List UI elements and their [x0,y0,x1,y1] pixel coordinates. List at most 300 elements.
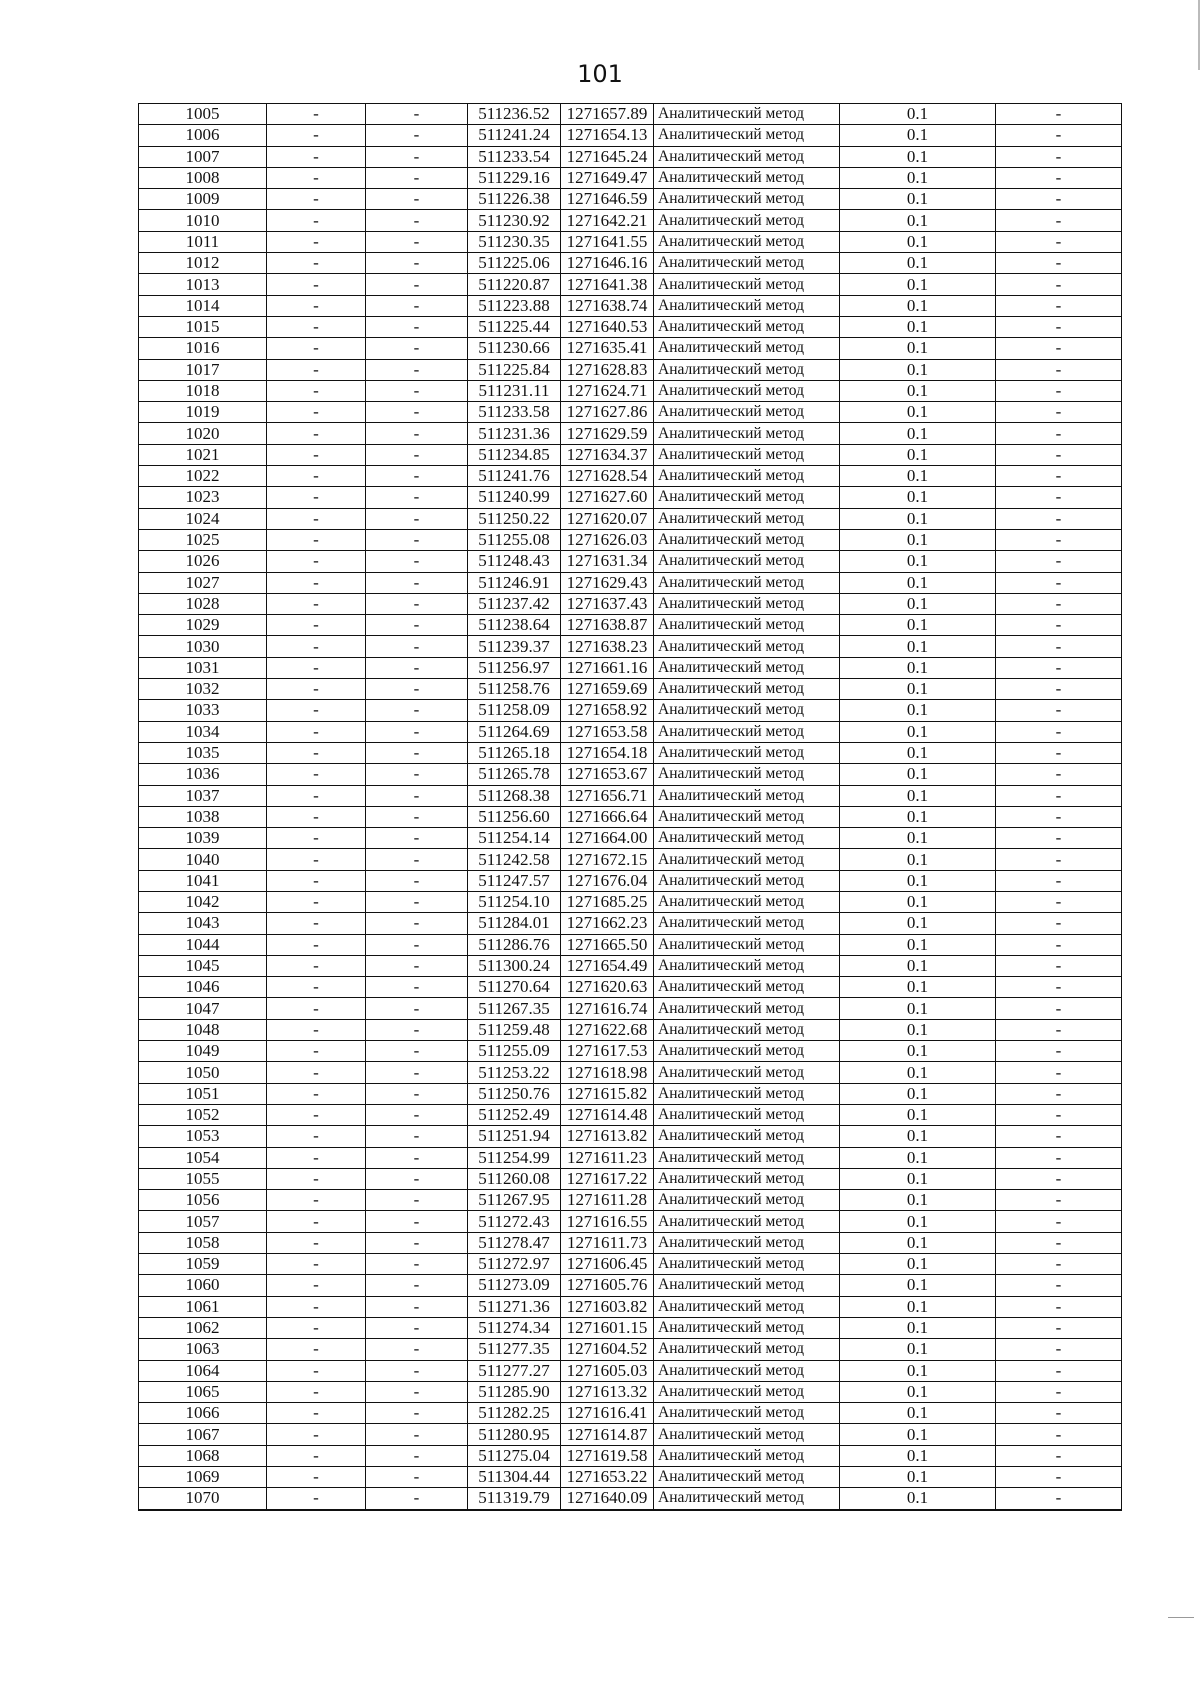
dash-cell: - [996,1254,1122,1275]
point-number-cell: 1061 [139,1296,267,1317]
precision-cell: 0.1 [840,1381,996,1402]
precision-cell: 0.1 [840,1254,996,1275]
point-number-cell: 1015 [139,316,267,337]
method-cell: Аналитический метод [654,189,840,210]
dash-cell: - [267,934,366,955]
dash-cell: - [996,1339,1122,1360]
method-cell: Аналитический метод [654,1317,840,1338]
precision-cell: 0.1 [840,1403,996,1424]
method-cell: Аналитический метод [654,1019,840,1040]
dash-cell: - [996,167,1122,188]
y-coordinate-cell: 1271616.74 [561,998,654,1019]
dash-cell: - [366,593,468,614]
precision-cell: 0.1 [840,785,996,806]
dash-cell: - [267,1488,366,1510]
dash-cell: - [267,593,366,614]
x-coordinate-cell: 511231.36 [468,423,561,444]
dash-cell: - [267,657,366,678]
x-coordinate-cell: 511230.35 [468,231,561,252]
y-coordinate-cell: 1271634.37 [561,444,654,465]
method-cell: Аналитический метод [654,529,840,550]
point-number-cell: 1016 [139,338,267,359]
dash-cell: - [267,1147,366,1168]
x-coordinate-cell: 511252.49 [468,1104,561,1125]
dash-cell: - [996,934,1122,955]
precision-cell: 0.1 [840,359,996,380]
point-number-cell: 1014 [139,295,267,316]
dash-cell: - [366,1147,468,1168]
precision-cell: 0.1 [840,977,996,998]
dash-cell: - [996,1062,1122,1083]
y-coordinate-cell: 1271654.18 [561,742,654,763]
dash-cell: - [366,359,468,380]
dash-cell: - [366,125,468,146]
point-number-cell: 1031 [139,657,267,678]
dash-cell: - [996,508,1122,529]
y-coordinate-cell: 1271638.74 [561,295,654,316]
dash-cell: - [366,891,468,912]
point-number-cell: 1041 [139,870,267,891]
dash-cell: - [996,189,1122,210]
dash-cell: - [366,998,468,1019]
dash-cell: - [996,657,1122,678]
dash-cell: - [366,295,468,316]
method-cell: Аналитический метод [654,1445,840,1466]
precision-cell: 0.1 [840,253,996,274]
y-coordinate-cell: 1271659.69 [561,679,654,700]
method-cell: Аналитический метод [654,1275,840,1296]
dash-cell: - [267,1339,366,1360]
dash-cell: - [267,785,366,806]
point-number-cell: 1051 [139,1083,267,1104]
precision-cell: 0.1 [840,1190,996,1211]
dash-cell: - [366,338,468,359]
precision-cell: 0.1 [840,955,996,976]
dash-cell: - [366,1104,468,1125]
dash-cell: - [996,1041,1122,1062]
dash-cell: - [366,1126,468,1147]
method-cell: Аналитический метод [654,721,840,742]
table-row [139,913,1122,934]
table-row [139,210,1122,231]
dash-cell: - [366,380,468,401]
point-number-cell: 1059 [139,1254,267,1275]
dash-cell: - [267,700,366,721]
y-coordinate-cell: 1271611.73 [561,1232,654,1253]
y-coordinate-cell: 1271628.83 [561,359,654,380]
y-coordinate-cell: 1271624.71 [561,380,654,401]
dash-cell: - [267,1041,366,1062]
dash-cell: - [366,679,468,700]
dash-cell: - [996,764,1122,785]
dash-cell: - [267,1445,366,1466]
y-coordinate-cell: 1271618.98 [561,1062,654,1083]
precision-cell: 0.1 [840,700,996,721]
table-row [139,1360,1122,1381]
point-number-cell: 1033 [139,700,267,721]
x-coordinate-cell: 511270.64 [468,977,561,998]
table-row [139,466,1122,487]
point-number-cell: 1058 [139,1232,267,1253]
dash-cell: - [996,423,1122,444]
x-coordinate-cell: 511255.08 [468,529,561,550]
precision-cell: 0.1 [840,1360,996,1381]
y-coordinate-cell: 1271606.45 [561,1254,654,1275]
y-coordinate-cell: 1271603.82 [561,1296,654,1317]
dash-cell: - [996,679,1122,700]
precision-cell: 0.1 [840,1062,996,1083]
dash-cell: - [366,1062,468,1083]
method-cell: Аналитический метод [654,146,840,167]
precision-cell: 0.1 [840,1126,996,1147]
dash-cell: - [267,615,366,636]
x-coordinate-cell: 511272.43 [468,1211,561,1232]
dash-cell: - [267,274,366,295]
dash-cell: - [267,1360,366,1381]
method-cell: Аналитический метод [654,742,840,763]
x-coordinate-cell: 511238.64 [468,615,561,636]
table-row [139,657,1122,678]
table-row [139,615,1122,636]
y-coordinate-cell: 1271640.09 [561,1488,654,1510]
scan-mark [1168,1617,1194,1618]
dash-cell: - [267,1190,366,1211]
x-coordinate-cell: 511278.47 [468,1232,561,1253]
dash-cell: - [366,444,468,465]
precision-cell: 0.1 [840,913,996,934]
method-cell: Аналитический метод [654,1403,840,1424]
dash-cell: - [996,1083,1122,1104]
y-coordinate-cell: 1271628.54 [561,466,654,487]
dash-cell: - [366,1083,468,1104]
table-row [139,487,1122,508]
dash-cell: - [366,104,468,125]
dash-cell: - [267,572,366,593]
y-coordinate-cell: 1271617.22 [561,1168,654,1189]
method-cell: Аналитический метод [654,955,840,976]
dash-cell: - [267,1083,366,1104]
dash-cell: - [996,1445,1122,1466]
coordinates-table-body [139,104,1122,1510]
x-coordinate-cell: 511251.94 [468,1126,561,1147]
point-number-cell: 1068 [139,1445,267,1466]
dash-cell: - [996,466,1122,487]
table-row [139,423,1122,444]
y-coordinate-cell: 1271611.28 [561,1190,654,1211]
table-row [139,636,1122,657]
precision-cell: 0.1 [840,636,996,657]
table-row [139,955,1122,976]
table-row [139,785,1122,806]
y-coordinate-cell: 1271646.16 [561,253,654,274]
dash-cell: - [366,615,468,636]
table-row [139,1467,1122,1488]
dash-cell: - [996,849,1122,870]
method-cell: Аналитический метод [654,764,840,785]
precision-cell: 0.1 [840,402,996,423]
x-coordinate-cell: 511220.87 [468,274,561,295]
precision-cell: 0.1 [840,1168,996,1189]
precision-cell: 0.1 [840,125,996,146]
precision-cell: 0.1 [840,423,996,444]
dash-cell: - [996,593,1122,614]
x-coordinate-cell: 511284.01 [468,913,561,934]
point-number-cell: 1026 [139,551,267,572]
point-number-cell: 1022 [139,466,267,487]
precision-cell: 0.1 [840,721,996,742]
x-coordinate-cell: 511236.52 [468,104,561,125]
dash-cell: - [267,998,366,1019]
dash-cell: - [366,657,468,678]
point-number-cell: 1060 [139,1275,267,1296]
x-coordinate-cell: 511239.37 [468,636,561,657]
dash-cell: - [996,253,1122,274]
method-cell: Аналитический метод [654,1190,840,1211]
dash-cell: - [267,487,366,508]
y-coordinate-cell: 1271662.23 [561,913,654,934]
dash-cell: - [366,572,468,593]
x-coordinate-cell: 511274.34 [468,1317,561,1338]
x-coordinate-cell: 511255.09 [468,1041,561,1062]
method-cell: Аналитический метод [654,572,840,593]
dash-cell: - [267,1317,366,1338]
method-cell: Аналитический метод [654,1041,840,1062]
table-row [139,977,1122,998]
dash-cell: - [366,167,468,188]
dash-cell: - [267,636,366,657]
table-row [139,1445,1122,1466]
method-cell: Аналитический метод [654,679,840,700]
x-coordinate-cell: 511256.60 [468,806,561,827]
y-coordinate-cell: 1271627.86 [561,402,654,423]
dash-cell: - [996,125,1122,146]
precision-cell: 0.1 [840,466,996,487]
table-row [139,764,1122,785]
point-number-cell: 1049 [139,1041,267,1062]
y-coordinate-cell: 1271646.59 [561,189,654,210]
x-coordinate-cell: 511225.44 [468,316,561,337]
dash-cell: - [366,1254,468,1275]
table-row [139,338,1122,359]
precision-cell: 0.1 [840,210,996,231]
dash-cell: - [996,1424,1122,1445]
table-row [139,1019,1122,1040]
y-coordinate-cell: 1271665.50 [561,934,654,955]
y-coordinate-cell: 1271641.38 [561,274,654,295]
method-cell: Аналитический метод [654,1104,840,1125]
method-cell: Аналитический метод [654,423,840,444]
dash-cell: - [366,934,468,955]
point-number-cell: 1020 [139,423,267,444]
dash-cell: - [996,870,1122,891]
method-cell: Аналитический метод [654,359,840,380]
precision-cell: 0.1 [840,508,996,529]
point-number-cell: 1069 [139,1467,267,1488]
dash-cell: - [366,742,468,763]
point-number-cell: 1009 [139,189,267,210]
table-row [139,1254,1122,1275]
method-cell: Аналитический метод [654,380,840,401]
dash-cell: - [267,1126,366,1147]
x-coordinate-cell: 511267.95 [468,1190,561,1211]
x-coordinate-cell: 511250.76 [468,1083,561,1104]
precision-cell: 0.1 [840,870,996,891]
precision-cell: 0.1 [840,1488,996,1510]
point-number-cell: 1035 [139,742,267,763]
precision-cell: 0.1 [840,1467,996,1488]
method-cell: Аналитический метод [654,977,840,998]
method-cell: Аналитический метод [654,1360,840,1381]
x-coordinate-cell: 511233.58 [468,402,561,423]
point-number-cell: 1013 [139,274,267,295]
precision-cell: 0.1 [840,1083,996,1104]
x-coordinate-cell: 511300.24 [468,955,561,976]
dash-cell: - [267,104,366,125]
dash-cell: - [996,529,1122,550]
method-cell: Аналитический метод [654,104,840,125]
y-coordinate-cell: 1271653.67 [561,764,654,785]
dash-cell: - [366,977,468,998]
point-number-cell: 1045 [139,955,267,976]
table-row [139,806,1122,827]
method-cell: Аналитический метод [654,934,840,955]
method-cell: Аналитический метод [654,466,840,487]
table-row [139,742,1122,763]
y-coordinate-cell: 1271654.13 [561,125,654,146]
x-coordinate-cell: 511250.22 [468,508,561,529]
y-coordinate-cell: 1271661.16 [561,657,654,678]
point-number-cell: 1063 [139,1339,267,1360]
dash-cell: - [366,785,468,806]
x-coordinate-cell: 511253.22 [468,1062,561,1083]
dash-cell: - [996,1168,1122,1189]
dash-cell: - [996,913,1122,934]
dash-cell: - [267,189,366,210]
point-number-cell: 1005 [139,104,267,125]
x-coordinate-cell: 511265.78 [468,764,561,785]
point-number-cell: 1032 [139,679,267,700]
dash-cell: - [996,891,1122,912]
point-number-cell: 1019 [139,402,267,423]
table-row [139,104,1122,125]
dash-cell: - [267,316,366,337]
x-coordinate-cell: 511234.85 [468,444,561,465]
y-coordinate-cell: 1271613.82 [561,1126,654,1147]
dash-cell: - [996,1126,1122,1147]
dash-cell: - [996,721,1122,742]
dash-cell: - [996,785,1122,806]
y-coordinate-cell: 1271615.82 [561,1083,654,1104]
point-number-cell: 1070 [139,1488,267,1510]
dash-cell: - [366,1360,468,1381]
precision-cell: 0.1 [840,380,996,401]
dash-cell: - [366,1041,468,1062]
point-number-cell: 1064 [139,1360,267,1381]
y-coordinate-cell: 1271654.49 [561,955,654,976]
dash-cell: - [996,998,1122,1019]
dash-cell: - [267,508,366,529]
dash-cell: - [996,742,1122,763]
method-cell: Аналитический метод [654,849,840,870]
dash-cell: - [267,1467,366,1488]
precision-cell: 0.1 [840,828,996,849]
method-cell: Аналитический метод [654,253,840,274]
point-number-cell: 1011 [139,231,267,252]
dash-cell: - [996,359,1122,380]
dash-cell: - [366,274,468,295]
point-number-cell: 1039 [139,828,267,849]
x-coordinate-cell: 511247.57 [468,870,561,891]
method-cell: Аналитический метод [654,806,840,827]
method-cell: Аналитический метод [654,615,840,636]
dash-cell: - [996,231,1122,252]
point-number-cell: 1029 [139,615,267,636]
dash-cell: - [996,806,1122,827]
precision-cell: 0.1 [840,742,996,763]
point-number-cell: 1062 [139,1317,267,1338]
table-row [139,891,1122,912]
x-coordinate-cell: 511254.14 [468,828,561,849]
dash-cell: - [267,402,366,423]
method-cell: Аналитический метод [654,1147,840,1168]
dash-cell: - [996,977,1122,998]
point-number-cell: 1067 [139,1424,267,1445]
table-row [139,551,1122,572]
point-number-cell: 1040 [139,849,267,870]
method-cell: Аналитический метод [654,636,840,657]
point-number-cell: 1066 [139,1403,267,1424]
point-number-cell: 1056 [139,1190,267,1211]
dash-cell: - [267,231,366,252]
x-coordinate-cell: 511240.99 [468,487,561,508]
dash-cell: - [267,742,366,763]
dash-cell: - [267,295,366,316]
dash-cell: - [366,913,468,934]
dash-cell: - [267,1019,366,1040]
precision-cell: 0.1 [840,1445,996,1466]
precision-cell: 0.1 [840,1147,996,1168]
table-row [139,146,1122,167]
y-coordinate-cell: 1271605.03 [561,1360,654,1381]
dash-cell: - [996,146,1122,167]
dash-cell: - [267,146,366,167]
precision-cell: 0.1 [840,189,996,210]
table-row [139,828,1122,849]
point-number-cell: 1054 [139,1147,267,1168]
precision-cell: 0.1 [840,167,996,188]
precision-cell: 0.1 [840,1041,996,1062]
dash-cell: - [366,721,468,742]
table-row [139,1083,1122,1104]
table-row [139,1126,1122,1147]
precision-cell: 0.1 [840,1211,996,1232]
method-cell: Аналитический метод [654,1381,840,1402]
table-row [139,295,1122,316]
method-cell: Аналитический метод [654,487,840,508]
table-row [139,1147,1122,1168]
dash-cell: - [267,1104,366,1125]
x-coordinate-cell: 511258.09 [468,700,561,721]
precision-cell: 0.1 [840,551,996,572]
y-coordinate-cell: 1271649.47 [561,167,654,188]
method-cell: Аналитический метод [654,402,840,423]
y-coordinate-cell: 1271622.68 [561,1019,654,1040]
dash-cell: - [267,253,366,274]
dash-cell: - [267,891,366,912]
point-number-cell: 1053 [139,1126,267,1147]
dash-cell: - [996,1360,1122,1381]
method-cell: Аналитический метод [654,125,840,146]
